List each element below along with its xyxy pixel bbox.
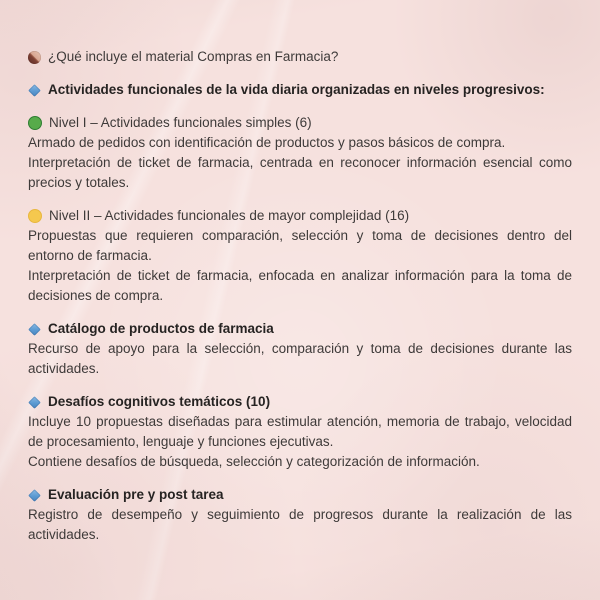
section-heading: Nivel II – Actividades funcionales de mayor complejidad (16) xyxy=(49,208,410,223)
section-paragraph: Registro de desempeño y seguimiento de progresos durante la realización de las actividades. xyxy=(28,507,572,542)
section-paragraph: Interpretación de ticket de farmacia, enfocada en analizar información para la toma de decisiones de compra. xyxy=(28,268,572,303)
section-nivel-2 xyxy=(28,206,572,306)
section-heading-row xyxy=(28,206,572,226)
section-heading: Desafíos cognitivos temáticos (10) xyxy=(48,394,271,409)
blue-diamond-icon xyxy=(28,323,41,336)
blue-diamond-icon xyxy=(28,84,41,97)
section-evaluacion xyxy=(28,485,572,545)
section-paragraph: Incluye 10 propuestas diseñadas para estimular atención, memoria de trabajo, velocidad de procesamiento, lenguaje y funciones ejecutivas. xyxy=(28,414,572,449)
intro-text: ¿Qué incluye el material Compras en Farmacia? xyxy=(48,49,339,64)
intro-section xyxy=(28,47,572,67)
blue-diamond-icon xyxy=(28,396,41,409)
section-heading-row xyxy=(28,319,572,339)
section-actividades-funcionales xyxy=(28,80,572,100)
section-heading: Nivel I – Actividades funcionales simples (6) xyxy=(49,115,312,130)
blue-diamond-icon xyxy=(28,489,41,502)
intro-line xyxy=(28,47,572,67)
section-heading-row xyxy=(28,392,572,412)
section-paragraph: Recurso de apoyo para la selección, comparación y toma de decisiones durante las actividades. xyxy=(28,341,572,376)
section-heading: Actividades funcionales de la vida diaria organizadas en niveles progresivos: xyxy=(48,82,545,97)
section-paragraph: Interpretación de ticket de farmacia, centrada en reconocer información esencial como precios y totales. xyxy=(28,155,572,190)
section-paragraph: Armado de pedidos con identificación de productos y pasos básicos de compra. xyxy=(28,135,506,150)
section-heading-row xyxy=(28,113,572,133)
yellow-circle-icon xyxy=(28,209,42,223)
section-heading-row xyxy=(28,485,572,505)
section-catalogo xyxy=(28,319,572,379)
pill-icon xyxy=(28,51,41,64)
green-circle-icon xyxy=(28,116,42,130)
section-heading-row xyxy=(28,80,572,100)
section-nivel-1 xyxy=(28,113,572,193)
section-paragraph: Propuestas que requieren comparación, selección y toma de decisiones dentro del entorno de farmacia. xyxy=(28,228,572,263)
section-heading: Evaluación pre y post tarea xyxy=(48,487,224,502)
section-paragraph: Contiene desafíos de búsqueda, selección y categorización de información. xyxy=(28,454,480,469)
section-desafios xyxy=(28,392,572,472)
section-heading: Catálogo de productos de farmacia xyxy=(48,321,274,336)
